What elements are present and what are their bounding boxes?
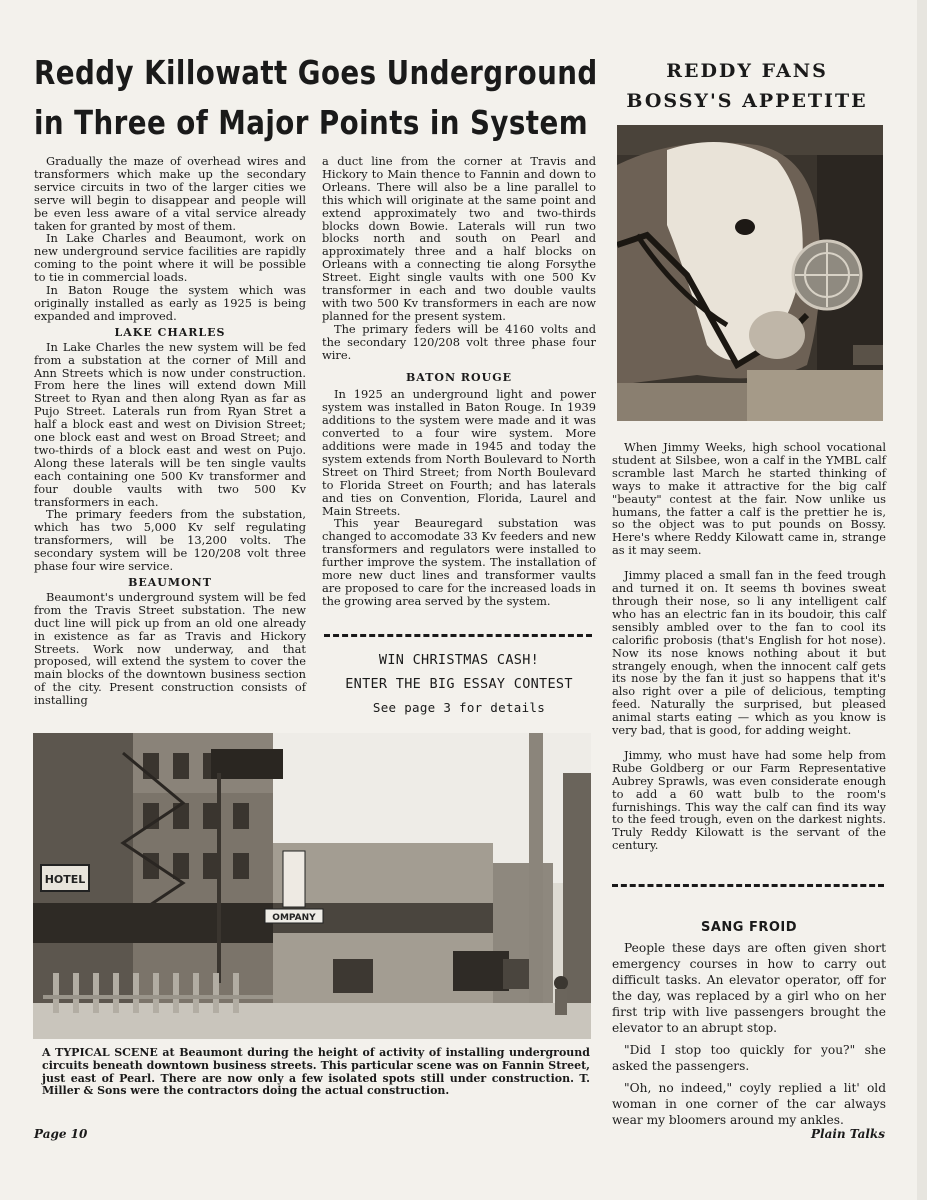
lake-charles-paragraph-2: The primary feeders from the substation, which has two 5,000 Kv self regulating transformers, will be 13,200 volts. The secondary system will be 120/208 volt three phase four wire service.: [34, 507, 306, 574]
divider-contest-top: [324, 634, 592, 637]
baton-rouge-paragraph-1: In 1925 an underground light and power system was installed in Baton Rouge. In 1939 additions to the system were made and it was converted to a four wire system. More additions were made in 1945 and today the system extends from North Boulevard to North Street on Third Street; from North Boulevard to Florida Street on Fourth; and has laterals and ties on Convention, Florida, Laurel and Main Streets.: [322, 387, 596, 518]
contest-box: [322, 648, 596, 720]
headline-line-1: Reddy Killowatt Goes Underground: [34, 53, 598, 92]
baton-rouge-paragraph-2: This year Beauregard substation was changed to accomodate 33 Kv feeders and new transformers and regulators were installed to further improve the system. The installation of more new duct lines and transformer vaults are proposed to care for the increased loads in the growing area served by the system.: [322, 516, 596, 608]
article-column-2: [322, 155, 596, 608]
intro-paragraph-1: Gradually the maze of overhead wires and transformers which make up the secondary service circuits in two of the larger cities we serve will begin to disappear and people will be even less aware of a vital service already taken for granted by most of them.: [34, 154, 306, 233]
sidebar-title-line-2: BOSSY'S APPETITE: [626, 90, 868, 112]
contest-line-3: See page 3 for details: [372, 700, 546, 715]
calf-fan-illustration: [617, 125, 883, 421]
bossy-paragraph-3: Jimmy, who must have had some help from Rube Goldberg or our Farm Representative Aubrey Sprawls, was even considerate enough to add a 60 watt bulb to the room's furnishings. This way the calf can find its way to the feed trough, even on the darkest nights. Truly Reddy Kilowatt is the servant of the century.: [612, 747, 886, 853]
sidebar-title-line-1: REDDY FANS: [666, 60, 828, 82]
sang-froid-paragraph-3: "Oh, no indeed," coyly replied a lit' old woman in one corner of the car always wear my bloomers around my ankles.: [612, 1081, 886, 1127]
sang-froid-paragraph-1: People these days are often given short emergency courses in how to carry out difficult tasks. An elevator operator, off for the day, was replaced by a girl who on her first trip with live passengers brought the elevator to an abrupt stop.: [612, 941, 886, 1035]
lake-charles-paragraph-1: In Lake Charles the new system will be fed from a substation at the corner of Mill and Ann Streets which is now under construction. From here the lines will extend down Mill Street to Ryan and then along Ryan as far as Pujo Street. Laterals run from Ryan Stret a half a block east and west on Division Street; one block east and west on Broad Street; and two-thirds of a block east and west on Pujo. Along these laterals will be ten single vaults each containing one 500 Kv transformer and four double vaults with two 500 Kv transformers in each.: [34, 339, 306, 509]
headline: [34, 48, 598, 148]
beaumont-paragraph-1-continued: a duct line from the corner at Travis and Hickory to Main thence to Fannin and down to Orleans. There will also be a line parallel to this which will originate at the same point and extend approximately two and two-thirds blocks down Bowie. Laterals will run two blocks north and south on Pearl and approximately three and a half blocks on Orleans with a connecting tie along Forsythe Street. Eight single vaults with one 500 Kv transformer in each and two double vaults with two 500 Kv transformers in each are now planned for the present system.: [322, 154, 596, 323]
beaumont-paragraph-2: The primary feders will be 4160 volts and the secondary 120/208 volt three phase four wire.: [322, 321, 596, 362]
street-scene-illustration: [33, 733, 591, 1039]
headline-line-2: in Three of Major Points in System: [34, 103, 589, 142]
beaumont-heading: BEAUMONT: [128, 576, 212, 589]
beaumont-street-photo: [33, 733, 591, 1039]
hotel-sign: HOTEL: [44, 873, 86, 886]
divider-sang-froid: [612, 884, 884, 887]
bossy-paragraph-2: Jimmy placed a small fan in the feed trough and turned it on. It seems th bovines sweat through their nose, so li any intelligent calf who has an electric fan in its boudoir, this calf sensibly ambled over to the fan to cool its calorific probosis (that's English for hot nose). Now its nose knows nothing about it but strangely enough, when the innocent calf gets its nose by the fan it just so happens that it's also right over a pile of delicious, tempting feed. Naturally the surprised, but pleased animal starts eating — which as you know is very bad, that is good, for adding weight.: [612, 568, 886, 738]
baton-rouge-heading: BATON ROUGE: [406, 370, 512, 384]
company-sign: OMPANY: [272, 913, 316, 923]
beaumont-paragraph-1: Beaumont's underground system will be fed from the Travis Street substation. The new duct line will pick up from an old one already in existence as far as Travis and Hickory Streets. Work now underway, and that proposed, will extend the system to cover the main blocks of the downtown business section of the city. Present construction consists of installing: [34, 589, 306, 708]
page-number: Page 10: [34, 1127, 88, 1141]
contest-line-2: ENTER THE BIG ESSAY CONTEST: [345, 676, 573, 692]
sang-froid-heading: SANG FROID: [700, 920, 798, 935]
intro-paragraph-2: In Lake Charles and Beaumont, work on new underground service facilities are rapidly coming to the point where it will be possible to tie in commercial loads.: [34, 231, 306, 285]
page-edge: [917, 0, 927, 1200]
intro-paragraph-3: In Baton Rouge the system which was originally installed as early as 1925 is being expanded and improved.: [34, 283, 306, 323]
photo-caption: A TYPICAL SCENE at Beaumont during the height of activity of installing underground circuits beneath downtown business streets. This particular scene was on Fannin Street, just east of Pearl. There are now only a few isolated spots still under construction. T. Miller & Sons were the contractors doing the actual construction.: [42, 1046, 590, 1098]
publication-name: Plain Talks: [810, 1127, 885, 1141]
sang-froid-column: [612, 920, 886, 1134]
sidebar-title: [612, 56, 882, 116]
contest-line-1: WIN CHRISTMAS CASH!: [378, 652, 540, 668]
article-column-1: [34, 155, 306, 707]
bossy-column: [612, 441, 886, 864]
bossy-paragraph-1: When Jimmy Weeks, high school vocational student at Silsbee, won a calf in the YMBL calf scramble last March he started thinking of ways to make it attractive for the big calf "beauty" contest at the fair. Now unlike us humans, the fatter a calf is the prettier he is, so the object was to put pounds on Bossy. Here's where Reddy Kilowatt came in, strange as it may seem.: [612, 440, 886, 558]
sang-froid-paragraph-2: "Did I stop too quickly for you?" she asked the passengers.: [612, 1043, 886, 1073]
calf-fan-photo: [617, 125, 883, 421]
lake-charles-heading: LAKE CHARLES: [114, 325, 226, 339]
